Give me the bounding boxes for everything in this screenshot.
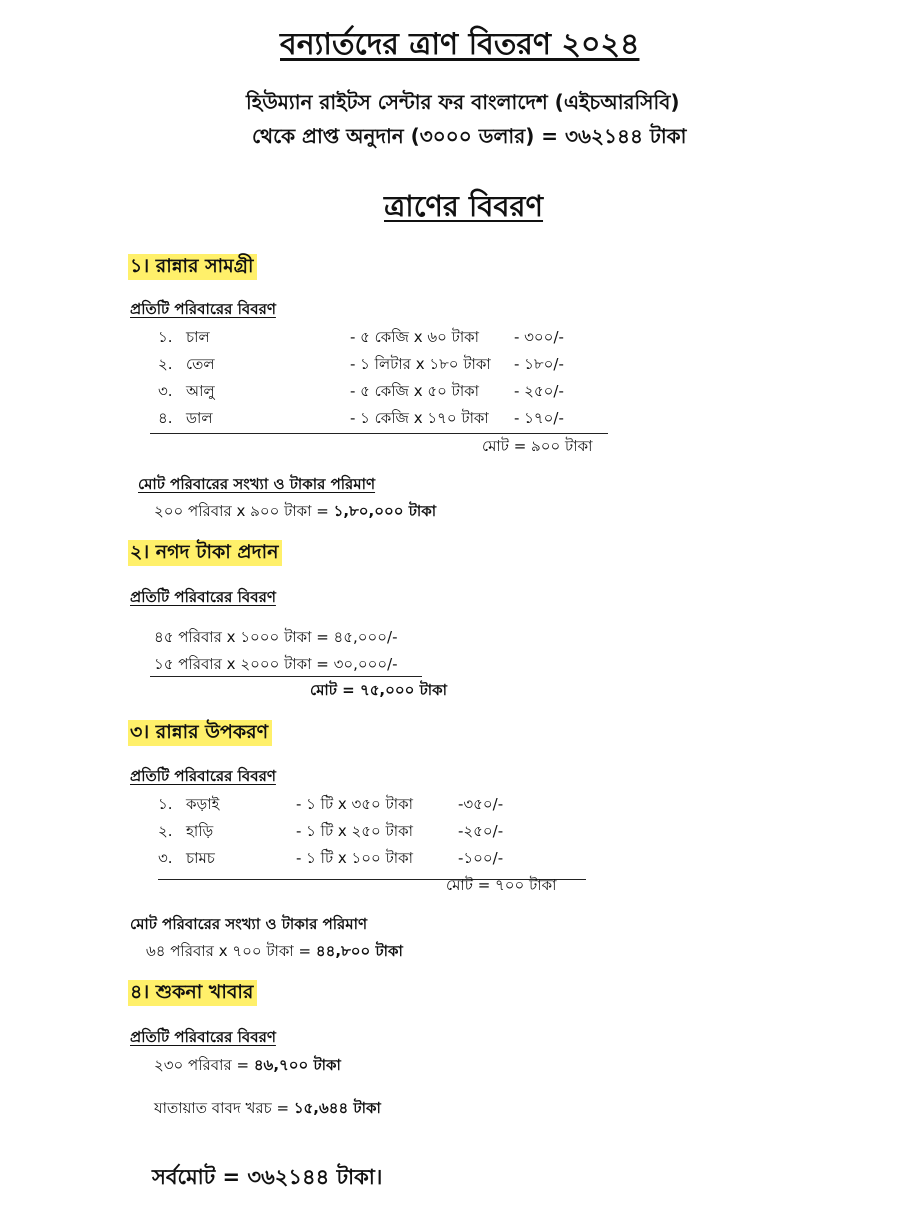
item-calc: - ১ টি x ১০০ টাকা bbox=[296, 849, 413, 867]
item-amount: - ৩০০/- bbox=[514, 328, 564, 346]
dry-food-line bbox=[154, 1058, 341, 1073]
item-number: ২. bbox=[158, 355, 173, 373]
section-3-subtotal: মোট = ৭০০ টাকা bbox=[446, 876, 557, 894]
cash-line: ৪৫ পরিবার x ১০০০ টাকা = ৪৫,০০০/- bbox=[154, 628, 398, 646]
total-expression: ৬৪ পরিবার x ৭০০ টাকা = bbox=[146, 942, 312, 960]
item-calc: - ১ টি x ২৫০ টাকা bbox=[296, 822, 413, 840]
section-1-subtotal: মোট = ৯০০ টাকা bbox=[482, 437, 593, 455]
item-number: ৩. bbox=[158, 849, 173, 867]
item-number: ৩. bbox=[158, 382, 173, 400]
item-amount: - ১৮০/- bbox=[514, 355, 564, 373]
item-name: চাল bbox=[186, 328, 210, 346]
transport-expression: যাতায়াত বাবদ খরচ = bbox=[154, 1099, 290, 1117]
item-amount: -১০০/- bbox=[458, 849, 504, 867]
line-value: ৪৬,৭০০ টাকা bbox=[253, 1056, 341, 1074]
total-value: ১,৮০,০০০ টাকা bbox=[333, 502, 437, 520]
section-4-heading: ৪। শুকনা খাবার bbox=[128, 980, 257, 1006]
item-number: ১. bbox=[158, 795, 173, 813]
item-calc: - ৫ কেজি x ৫০ টাকা bbox=[350, 382, 480, 400]
section-1-total bbox=[154, 504, 436, 519]
grant-line-1: হিউম্যান রাইটস সেন্টার ফর বাংলাদেশ (এইচআরসিবি) bbox=[246, 90, 680, 114]
section-1-label: প্রতিটি পরিবারের বিবরণ bbox=[130, 300, 276, 318]
divider bbox=[150, 433, 608, 434]
item-calc: - ৫ কেজি x ৬০ টাকা bbox=[350, 328, 480, 346]
grand-total: সর্বমোট = ৩৬২১৪৪ টাকা। bbox=[152, 1165, 383, 1189]
line-expression: ২৩০ পরিবার = bbox=[154, 1056, 250, 1074]
item-number: ১. bbox=[158, 328, 173, 346]
section-2-label: প্রতিটি পরিবারের বিবরণ bbox=[130, 588, 276, 606]
section-3-heading: ৩। রান্নার উপকরণ bbox=[128, 720, 272, 746]
section-3-total bbox=[146, 944, 403, 959]
item-calc: - ১ কেজি x ১৭০ টাকা bbox=[350, 409, 489, 427]
section-1-heading: ১। রান্নার সামগ্রী bbox=[128, 254, 257, 280]
document-title: বন্যার্তদের ত্রাণ বিতরণ ২০২৪ bbox=[280, 27, 640, 62]
item-calc: - ১ লিটার x ১৮০ টাকা bbox=[350, 355, 491, 373]
cash-line: ১৫ পরিবার x ২০০০ টাকা = ৩০,০০০/- bbox=[154, 655, 398, 673]
item-name: আলু bbox=[186, 382, 215, 400]
divider bbox=[150, 676, 422, 677]
item-amount: - ১৭০/- bbox=[514, 409, 564, 427]
section-4-label: প্রতিটি পরিবারের বিবরণ bbox=[130, 1028, 276, 1046]
section-1-total-label: মোট পরিবারের সংখ্যা ও টাকার পরিমাণ bbox=[138, 475, 376, 493]
item-name: চামচ bbox=[186, 849, 215, 867]
item-amount: - ২৫০/- bbox=[514, 382, 564, 400]
section-3-total-label: মোট পরিবারের সংখ্যা ও টাকার পরিমাণ bbox=[130, 915, 368, 933]
item-calc: - ১ টি x ৩৫০ টাকা bbox=[296, 795, 413, 813]
item-name: তেল bbox=[186, 355, 215, 373]
transport-cost-line bbox=[154, 1101, 381, 1116]
section-3-label: প্রতিটি পরিবারের বিবরণ bbox=[130, 767, 276, 785]
section-2-total: মোট = ৭৫,০০০ টাকা bbox=[310, 681, 447, 699]
transport-value: ১৫,৬৪৪ টাকা bbox=[293, 1099, 381, 1117]
relief-details-title: ত্রাণের বিবরণ bbox=[384, 189, 544, 223]
item-name: কড়াই bbox=[186, 795, 220, 813]
total-value: ৪৪,৮০০ টাকা bbox=[315, 942, 403, 960]
item-name: ডাল bbox=[186, 409, 213, 427]
total-expression: ২০০ পরিবার x ৯০০ টাকা = bbox=[154, 502, 329, 520]
item-number: ৪. bbox=[158, 409, 173, 427]
item-amount: -২৫০/- bbox=[458, 822, 504, 840]
item-amount: -৩৫০/- bbox=[458, 795, 504, 813]
section-2-heading: ২। নগদ টাকা প্রদান bbox=[128, 540, 282, 566]
item-number: ২. bbox=[158, 822, 173, 840]
item-name: হাড়ি bbox=[186, 822, 214, 840]
grant-line-2: থেকে প্রাপ্ত অনুদান (৩০০০ ডলার) = ৩৬২১৪৪ টাকা bbox=[252, 124, 687, 148]
